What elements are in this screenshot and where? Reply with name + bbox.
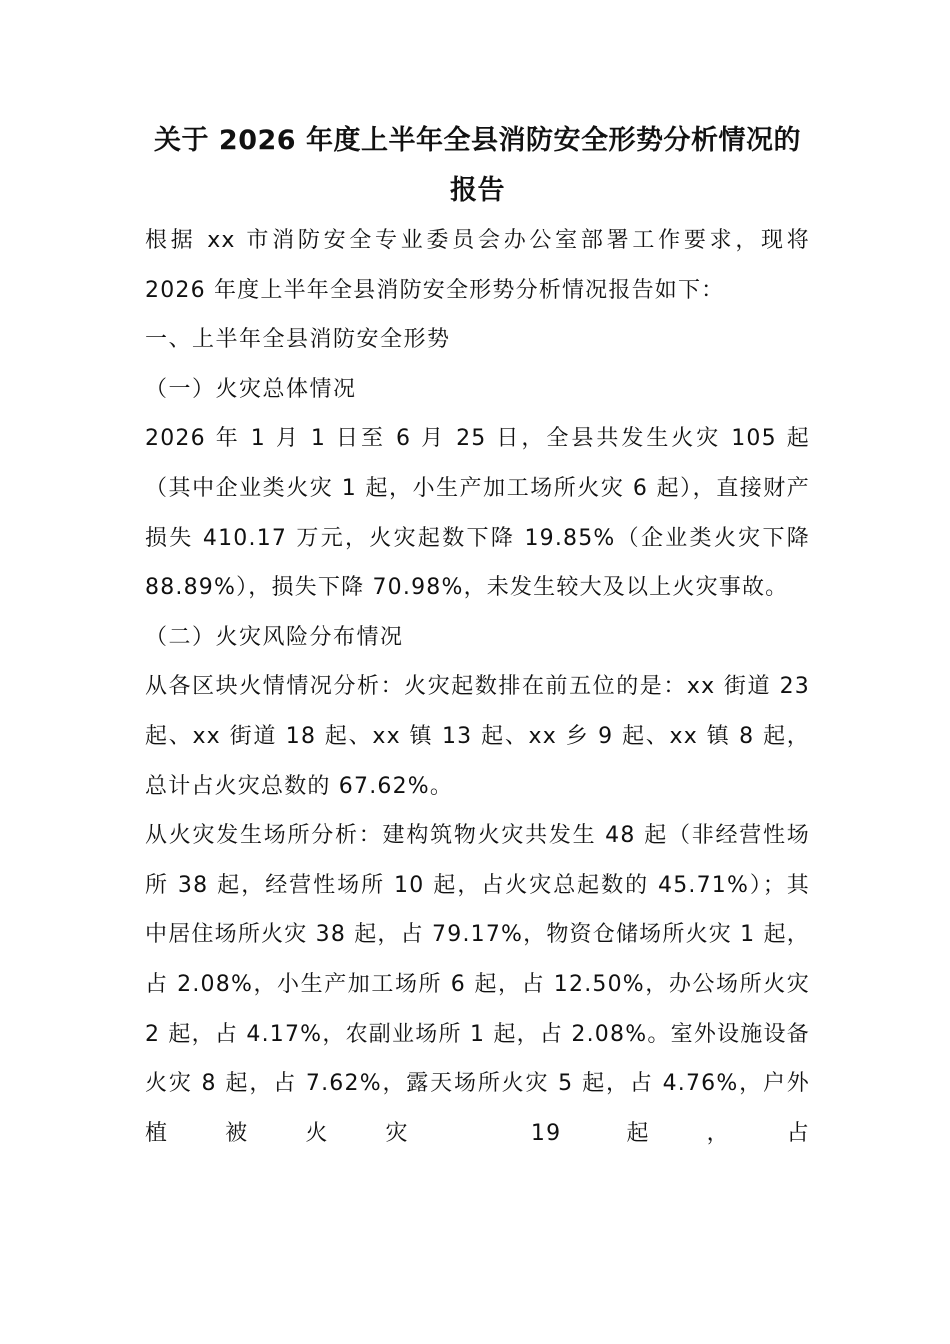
document-body <box>145 116 810 1158</box>
venue-analysis-paragraph: 从火灾发生场所分析：建构筑物火灾共发生 48 起（非经营性场所 38 起，经营性场所 10 起，占火灾总起数的 45.71%）；其中居住场所火灾 38 起，占 79.17%，物资仓储场所火灾 1 起，占 2.08%，小生产加工场所 6 起，占 12.50%，办公场所火灾 2 起，占 4.17%，农副业场所 1 起，占 2.08%。室外设施设备火灾 8 起，占 7.62%，露天场所火灾 5 起，占 4.76%，户外植被火灾 19 起，占 <box>145 823 810 1146</box>
subsection-heading-1: （一）火灾总体情况 <box>145 376 357 402</box>
fire-overview-paragraph: 2026 年 1 月 1 日至 6 月 25 日，全县共发生火灾 105 起（其中企业类火灾 1 起，小生产加工场所火灾 6 起），直接财产损失 410.17 万元，火灾起数下降 19.85%（企业类火灾下降 88.89%），损失下降 70.98%，未发生较大及以上火灾事故。 <box>145 426 810 601</box>
title-line-2: 报告 <box>450 175 505 206</box>
subsection-heading-2: （二）火灾风险分布情况 <box>145 624 404 650</box>
document-title <box>145 116 810 216</box>
district-analysis-paragraph: 从各区块火情情况分析：火灾起数排在前五位的是：xx 街道 23 起、xx 街道 18 起、xx 镇 13 起、xx 乡 9 起、xx 镇 8 起，总计占火灾总数的 67.62%。 <box>145 674 810 799</box>
intro-paragraph: 根据 xx 市消防安全专业委员会办公室部署工作要求，现将 2026 年度上半年全县消防安全形势分析情况报告如下： <box>145 228 810 303</box>
title-line-1: 关于 2026 年度上半年全县消防安全形势分析情况的 <box>154 125 801 156</box>
section-heading-1: 一、上半年全县消防安全形势 <box>145 327 451 353</box>
